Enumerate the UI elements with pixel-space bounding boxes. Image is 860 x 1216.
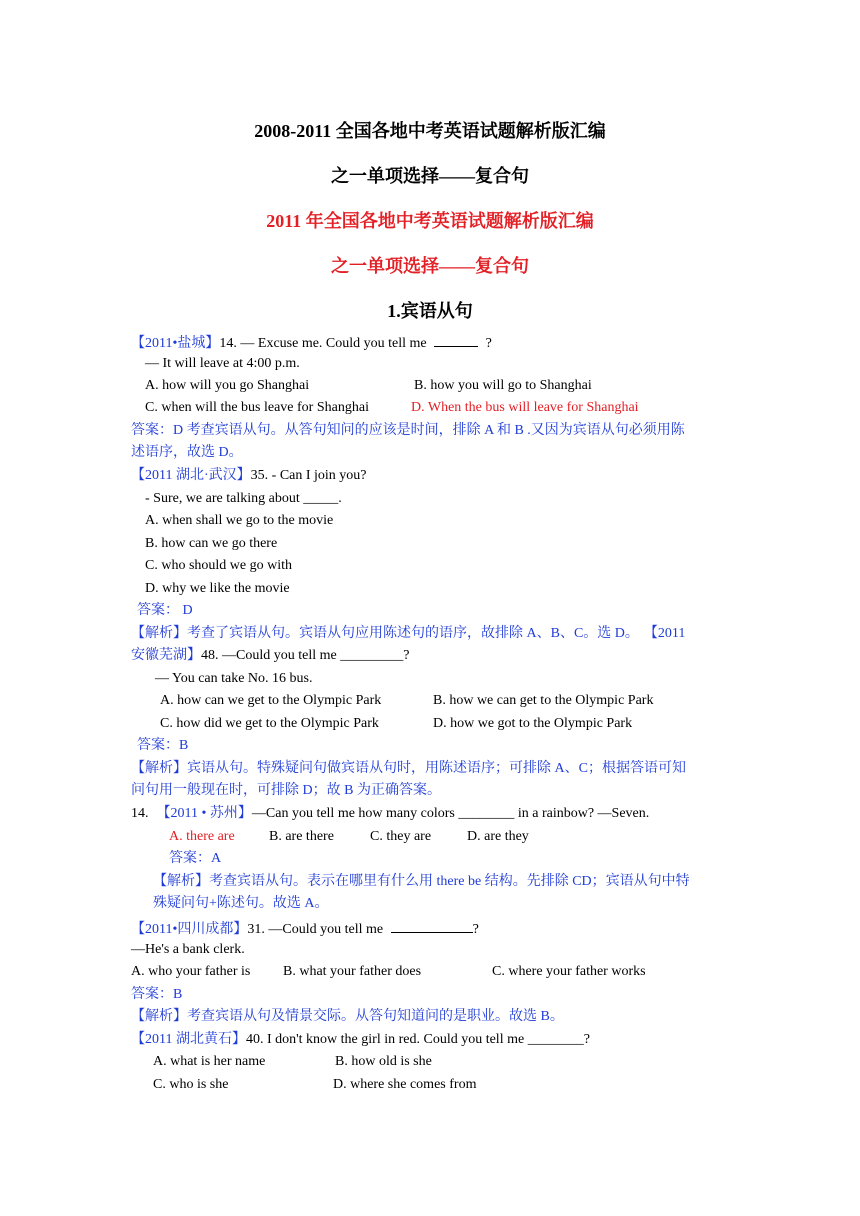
answer-blank bbox=[391, 918, 473, 933]
option-b: B. how you will go to Shanghai bbox=[414, 378, 592, 393]
option-a: A. how will you go Shanghai bbox=[145, 378, 310, 393]
option-c: C. where your father works bbox=[492, 964, 646, 979]
answer-explanation: 殊疑问句+陈述句。故选 A。 bbox=[153, 896, 329, 911]
source-tag: 【2011 bbox=[650, 626, 686, 641]
answer-explanation: 问句用一般现在时，可排除 D；故 B 为正确答案。 bbox=[131, 783, 441, 798]
source-tag: 【2011 湖北·武汉】 bbox=[131, 468, 251, 483]
option-a-correct: A. there are bbox=[169, 829, 235, 844]
question-stem: 【2011•盐城】14. — Excuse me. Could you tell me ? bbox=[131, 332, 492, 353]
option-c: C. how did we get to the Olympic Park bbox=[160, 716, 379, 731]
reply-line: — It will leave at 4:00 p.m. bbox=[145, 356, 300, 371]
option-a: A. what is her name bbox=[153, 1054, 266, 1069]
reply-line: - Sure, we are talking about _____. bbox=[145, 491, 342, 506]
section-title: 2011 年全国各地中考英语试题解析版汇编 bbox=[266, 211, 594, 231]
option-a: A. when shall we go to the movie bbox=[145, 513, 334, 528]
option-b: B. are there bbox=[269, 829, 334, 844]
option-b: B. what your father does bbox=[283, 964, 422, 979]
option-b: B. how we can get to the Olympic Park bbox=[433, 693, 654, 708]
option-d: D. why we like the movie bbox=[145, 581, 290, 596]
answer-explanation: 述语序，故选 D。 bbox=[131, 445, 243, 460]
answer-line: 答案： D bbox=[137, 603, 193, 618]
answer-explanation: 答案：D 考查宾语从句。从答句知问的应该是时间，排除 A 和 B .又因为宾语从句必须用陈 bbox=[131, 423, 685, 438]
option-d: D. how we got to the Olympic Park bbox=[433, 716, 633, 731]
option-c: C. who is she bbox=[153, 1077, 229, 1092]
answer-blank bbox=[434, 332, 478, 347]
reply-line: —He's a bank clerk. bbox=[131, 942, 245, 957]
answer-explanation: 【解析】考查宾语从句。表示在哪里有什么用 there be 结构。先排除 CD；宾语从句中特 bbox=[153, 874, 690, 889]
question-stem: 【2011•四川成都】31. —Could you tell me ? bbox=[131, 918, 479, 939]
answer-line: 答案：B bbox=[131, 987, 183, 1002]
question-stem: 安徽芜湖】48. —Could you tell me _________? bbox=[131, 648, 410, 663]
question-stem: 14. 【2011 • 苏州】—Can you tell me how many colors ________ in a rainbow? —Seven. bbox=[131, 806, 650, 821]
question-stem: 【2011 湖北黄石】40. I don't know the girl in red. Could you tell me ________? bbox=[131, 1032, 590, 1047]
question-stem: 【2011 湖北·武汉】35. - Can I join you? bbox=[131, 468, 367, 483]
answer-explanation: 【解析】考查了宾语从句。宾语从句应用陈述句的语序，故排除 A、B、C。选 D。 【2011 bbox=[131, 626, 686, 641]
answer-explanation: 【解析】考查宾语从句及情景交际。从答句知道问的是职业。故选 B。 bbox=[131, 1009, 564, 1024]
answer-line: 答案：B bbox=[137, 738, 189, 753]
source-tag: 【2011•盐城】 bbox=[131, 336, 220, 351]
option-c: C. when will the bus leave for Shanghai bbox=[145, 400, 369, 415]
option-b: B. how can we go there bbox=[145, 536, 278, 551]
option-a: A. how can we get to the Olympic Park bbox=[160, 693, 382, 708]
subsection-heading: 1.宾语从句 bbox=[387, 301, 473, 321]
reply-line: — You can take No. 16 bus. bbox=[155, 671, 313, 686]
source-tag: 【2011 • 苏州】 bbox=[156, 806, 252, 821]
option-d-correct: D. When the bus will leave for Shanghai bbox=[411, 400, 639, 415]
main-title: 2008-2011 全国各地中考英语试题解析版汇编 bbox=[254, 121, 606, 141]
option-d: D. where she comes from bbox=[333, 1077, 477, 1092]
source-tag: 【2011 湖北黄石】 bbox=[131, 1032, 246, 1047]
source-tag: 安徽芜湖】 bbox=[131, 648, 201, 663]
option-d: D. are they bbox=[467, 829, 529, 844]
option-a: A. who your father is bbox=[131, 964, 251, 979]
section-subtitle: 之一单项选择——复合句 bbox=[331, 256, 529, 276]
main-subtitle: 之一单项选择——复合句 bbox=[331, 166, 529, 186]
answer-explanation: 【解析】宾语从句。特殊疑问句做宾语从句时，用陈述语序；可排除 A、C；根据答语可知 bbox=[131, 761, 686, 776]
option-c: C. they are bbox=[370, 829, 432, 844]
answer-line: 答案：A bbox=[169, 851, 222, 866]
option-b: B. how old is she bbox=[335, 1054, 432, 1069]
option-c: C. who should we go with bbox=[145, 558, 292, 573]
source-tag: 【2011•四川成都】 bbox=[131, 922, 248, 937]
